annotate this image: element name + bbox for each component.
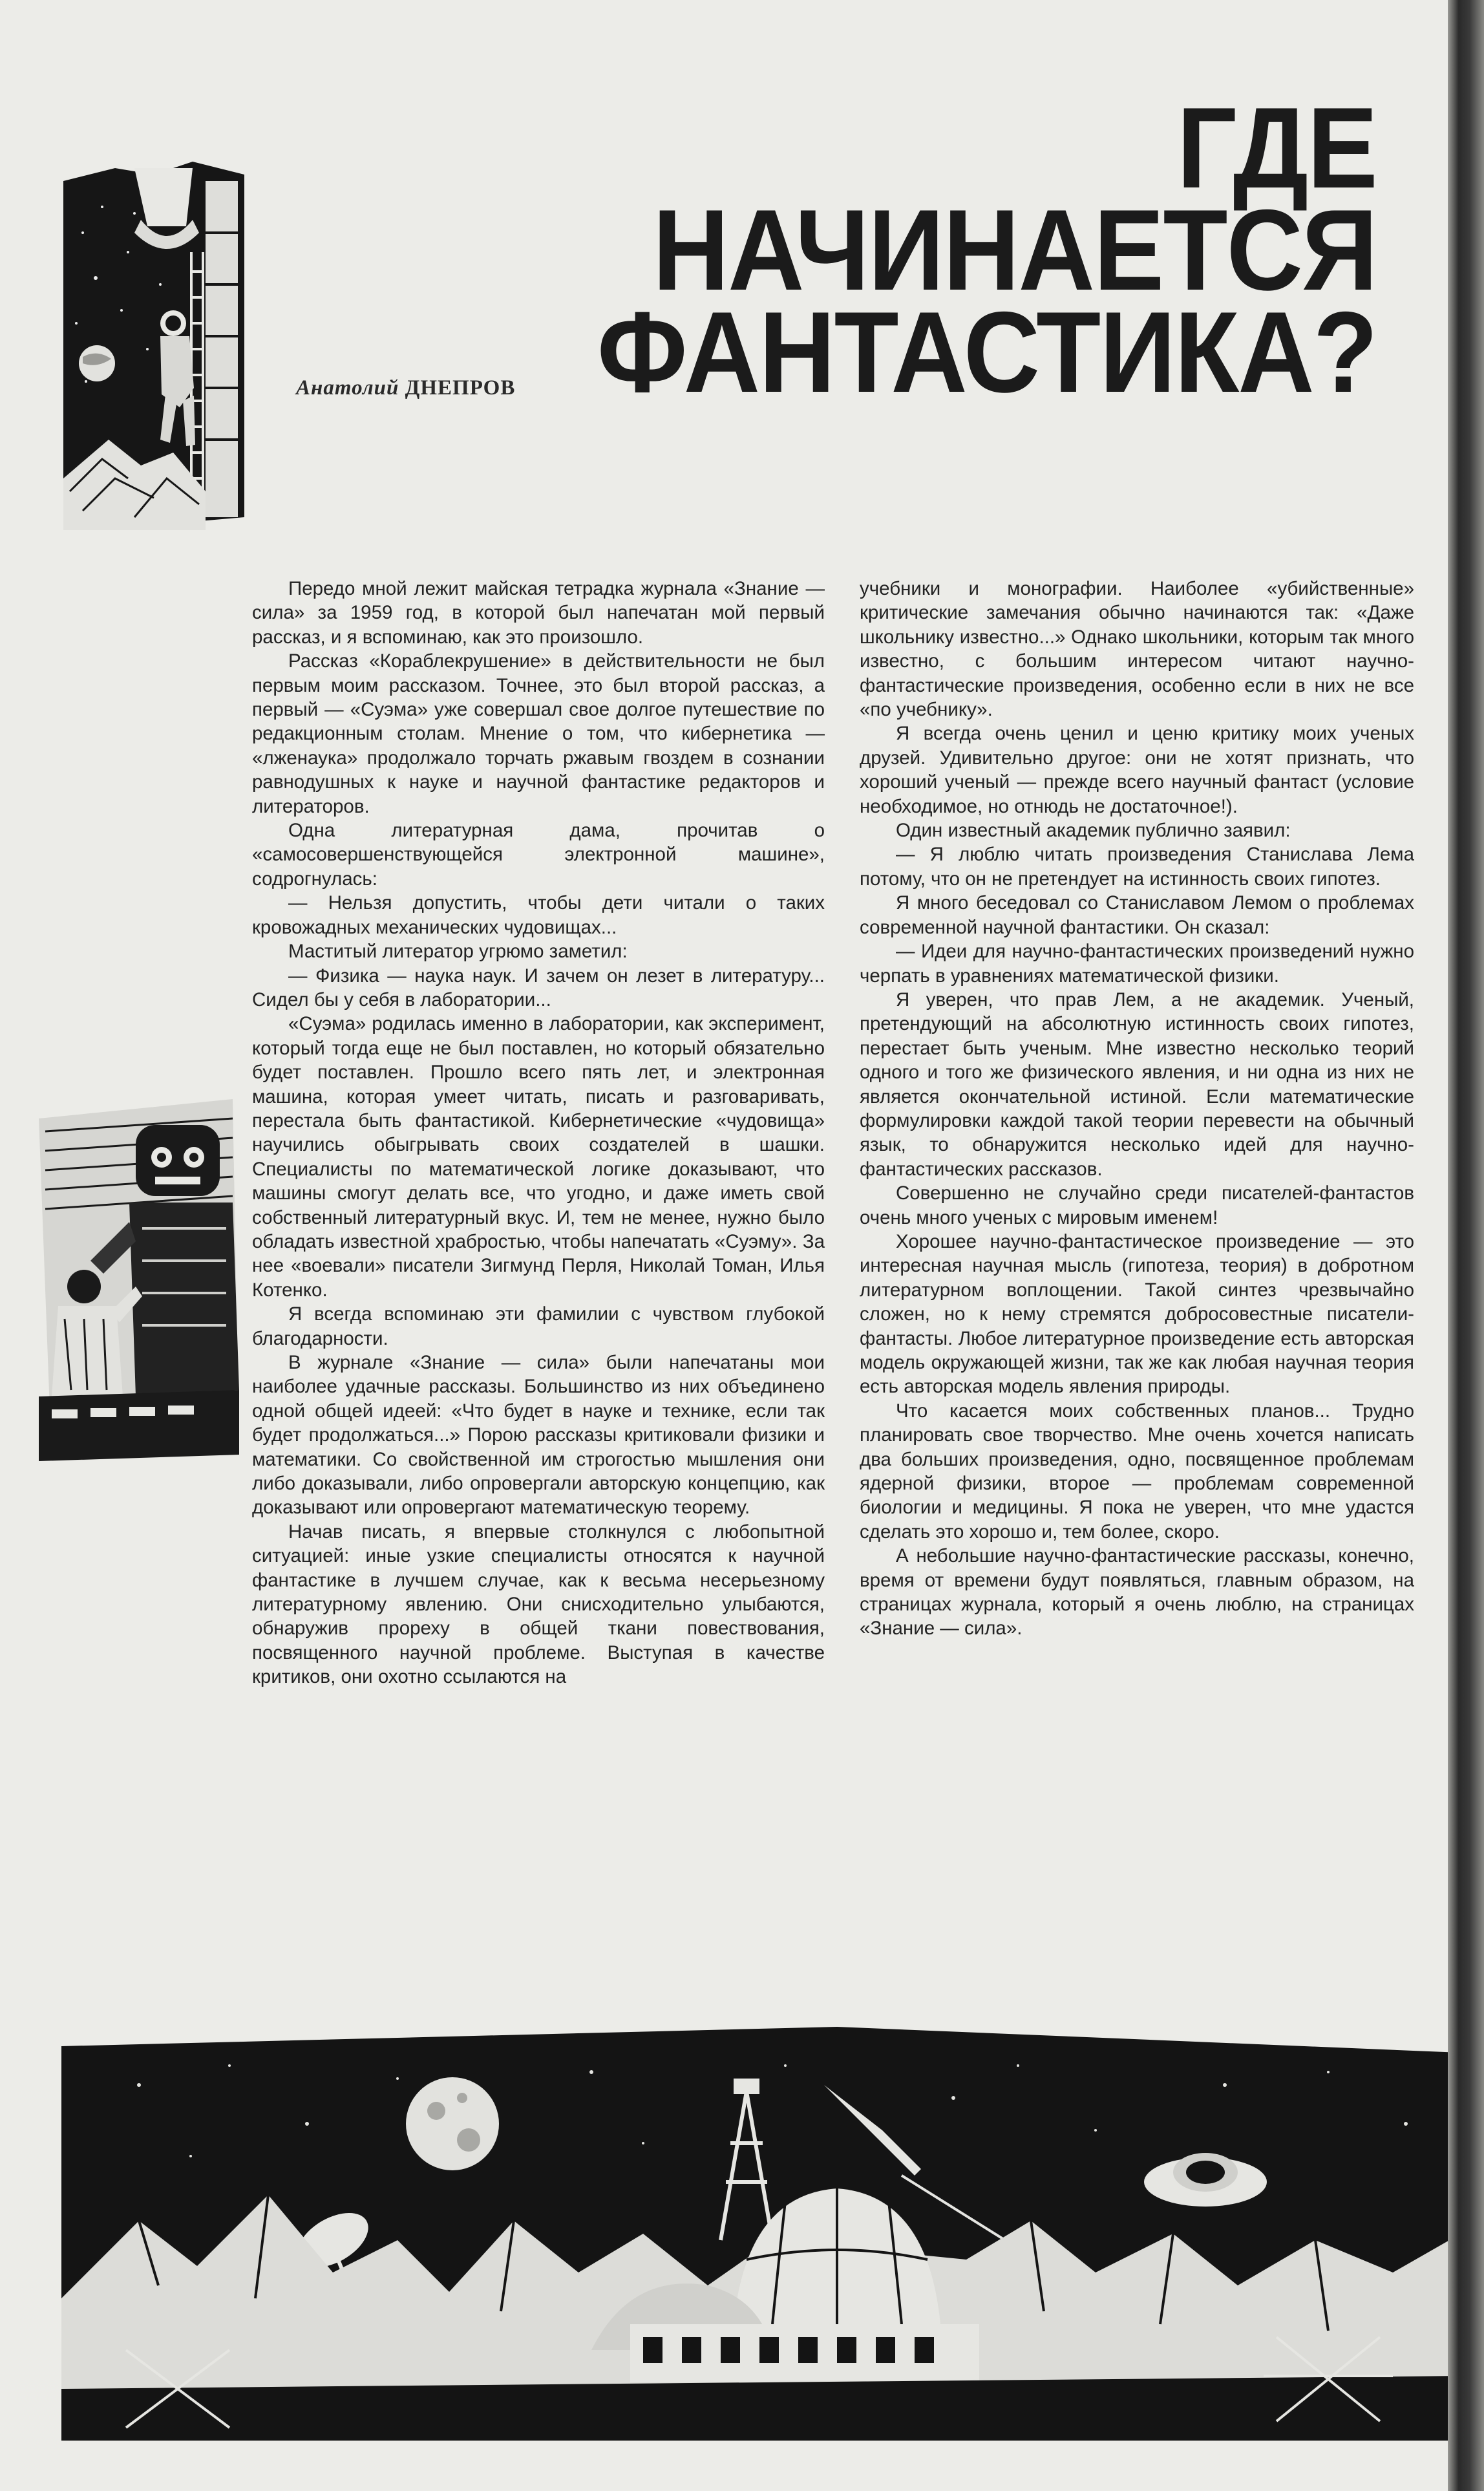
author-byline [296,376,515,400]
robot-illustration [26,1093,246,1461]
paragraph: Что касается моих собственных планов... Трудно планировать свое творчество. Мне очень хочется написать два больших произведения, одно, посвященное проблемам ядерной физики, второе — проблемам современной биологии и медицины. Я пока не уверен, что мне удастся сделать это хорошо и, тем более, скоро. [860,1400,1414,1543]
astronaut-illustration [57,155,251,530]
title-line-2: НАЧИНАЕТСЯ [652,186,1377,314]
paragraph: Маститый литератор угрюмо заметил: [288,941,628,963]
paragraph: Передо мной лежит майская тетрадка журнала «Знание — сила» за 1959 год, в которой был напечатан мой первый рассказ, и я вспоминаю, как это произошло. [252,578,825,648]
paragraph: Я всегда вспоминаю эти фамилии с чувством глубокой благодарности. [252,1303,825,1349]
author-last-name: ДНЕПРОВ [405,376,516,400]
paragraph: — Нельзя допустить, чтобы дети читали о таких кровожадных механических чудовищах... [252,892,825,938]
paragraph: Совершенно не случайно среди писателей-фантастов очень много ученых с мировым именем! [860,1182,1414,1228]
paragraph: А небольшие научно-фантастические рассказы, конечно, время от времени будут появляться, главным образом, на страницах журнала, который я очень люблю, на страницах «Знание — сила». [860,1545,1414,1640]
paragraph: Одна литературная дама, прочитав о «самосовершенствующейся электронной машине», содрогнулась: [252,820,825,890]
article-title [597,83,1377,416]
text-column-2 [860,577,1414,1641]
text-column-1 [252,577,825,1689]
paragraph: Я много беседовал со Станиславом Лемом о проблемах современной научной фантастики. Он сказал: [860,892,1414,938]
paragraph: Рассказ «Кораблекрушение» в действительности не был первым моим рассказом. Точнее, это был второй рассказ, а первый — «Суэма» уже совершал свое долгое путешествие по редакционным столам. Мнение о том, что кибернетика — «лженаука» продолжало торчать ржавым гвоздем в сознании равнодушных к науке и научной фантастике редакторов и литераторов. [252,650,825,817]
paragraph: «Суэма» родилась именно в лаборатории, как эксперимент, который тогда еще не был поставлен, но который обязательно будет поставлен. Прошло всего пять лет, и электронная машина, которая умеет читать, писать и разговаривать, перестала быть фантастикой. Кибернетические «чудовища» научились обыгрывать своих создателей в шашки. Специалисты по математической логике доказывают, что машины смогут делать все, что угодно, и даже иметь свой собственный литературный вкус. И, тем не менее, нужно было обладать известной храбростью, чтобы напечатать «Суэму». За нее «воевали» писатели Зигмунд Перля, Николай Томан, Илья Котенко. [252,1013,825,1301]
page-binding-edge [1448,0,1484,2491]
paragraph: Один известный академик публично заявил: [896,820,1291,842]
paragraph: Хорошее научно-фантастическое произведение — это интересная научная мысль (гипотеза, теория) в добротном литературном воплощении. Такой синтез чрезвычайно сложен, но к нему стремятся добросовестные писатели-фантасты. Любое литературное произведение есть авторская модель окружающей жизни, так же как любая научная теория есть авторская модель явления природы. [860,1230,1414,1398]
title-line-3: ФАНТАСТИКА? [597,288,1377,416]
paragraph: Я всегда очень ценил и ценю критику моих ученых друзей. Удивительно другое: они не хотят признать, что хороший ученый — прежде всего научный фантаст (условие необходимое, но отнюдь не достаточное!). [860,723,1414,817]
paragraph: В журнале «Знание — сила» были напечатаны мои наиболее удачные рассказы. Большинство из них объединено одной общей идеей: «Что будет в науке и технике, если так будет продолжаться...» Порою рассказы критиковали физики и математики. Со свойственной им строгостью мышления они либо доказывали, либо опровергали авторскую концепцию, как доказывают или опровергают математическую теорему. [252,1352,825,1519]
author-first-name: Анатолий [296,376,399,400]
paragraph: — Идеи для научно-фантастических произведений нужно черпать в уравнениях математической физики. [860,941,1414,987]
paragraph: учебники и монографии. Наиболее «убийственные» критические замечания обычно начинаются так: «Даже школьнику известно...» Однако школьники, которым так много известно, с большим интересом читают научно-фантастические произведения, особенно если в них не все «по учебнику». [860,578,1414,721]
paragraph: — Физика — наука наук. И зачем он лезет в литературу... Сидел бы у себя в лаборатории... [252,965,825,1010]
title-line-1: ГДЕ [1176,83,1377,212]
paragraph: Начав писать, я впервые столкнулся с любопытной ситуацией: иные узкие специалисты относятся к научной фантастике в лучшем случае, как к весьма несерьезному литературному явлению. Они снисходительно улыбаются, обнаружив прореху в общей ткани повествования, посвященного научной проблеме. Выступая в качестве критиков, они охотно ссылаются на [252,1521,825,1688]
paragraph: Я уверен, что прав Лем, а не академик. Ученый, претендующий на абсолютную истинность своих гипотез, перестает быть ученым. Мне известно несколько теорий одного и того же физического явления, и ни одна из них не является окончательной истиной. Если математические формулировки каждой такой теории перевести на обычный язык, то обнаружится несколько идей для научно-фантастических рассказов. [860,989,1414,1180]
paragraph: — Я люблю читать произведения Станислава Лема потому, что он не претендует на истинность своих гипотез. [860,844,1414,890]
lunar-base-illustration [61,2027,1461,2441]
